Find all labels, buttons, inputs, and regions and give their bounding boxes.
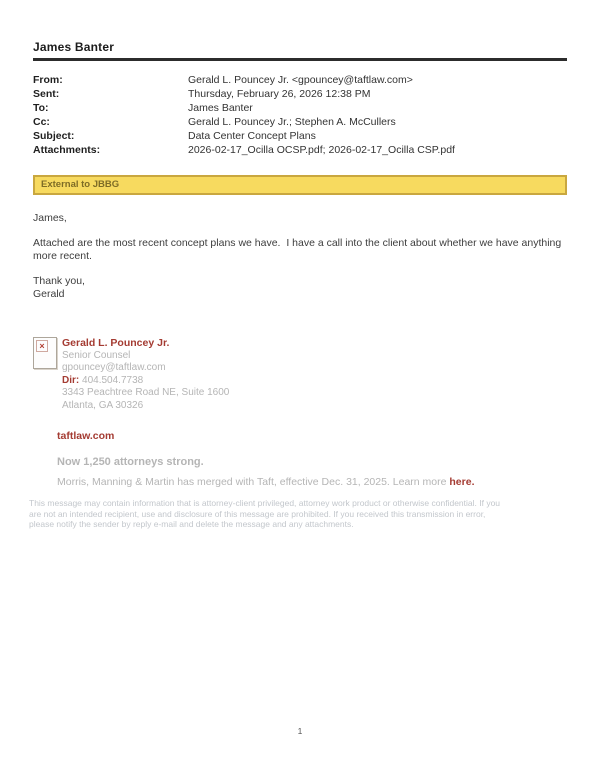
merger-text: Morris, Manning & Martin has merged with Taft, effective Dec. 31, 2025. Learn more bbox=[57, 476, 450, 488]
email-header-fields bbox=[33, 73, 567, 157]
header-divider bbox=[33, 58, 567, 61]
field-value-to: James Banter bbox=[188, 102, 253, 114]
field-value-attachments: 2026-02-17_Ocilla OCSP.pdf; 2026-02-17_Ocilla CSP.pdf bbox=[188, 144, 455, 156]
dir-label: Dir: bbox=[62, 374, 80, 386]
signature-block bbox=[33, 337, 567, 412]
signature-text bbox=[62, 337, 229, 412]
header-field-row bbox=[33, 129, 567, 143]
signature-name: Gerald L. Pouncey Jr. bbox=[62, 337, 170, 349]
email-greeting: James, bbox=[33, 212, 67, 224]
signature-phone: 404.504.7738 bbox=[82, 374, 144, 386]
email-closing: Thank you, bbox=[33, 275, 85, 287]
missing-image-icon: × bbox=[36, 340, 48, 352]
field-value-sent: Thursday, February 26, 2026 12:38 PM bbox=[188, 88, 371, 100]
email-content bbox=[29, 40, 567, 530]
email-signoff: Gerald bbox=[33, 288, 65, 300]
signature-phone-row bbox=[62, 375, 229, 388]
header-field-row bbox=[33, 73, 567, 87]
signature-address-line2: Atlanta, GA 30326 bbox=[62, 399, 144, 411]
disclaimer-line: please notify the sender by reply e-mail and delete the message and any attachments. bbox=[29, 519, 354, 529]
signature-title: Senior Counsel bbox=[62, 349, 131, 361]
field-value-cc: Gerald L. Pouncey Jr.; Stephen A. McCullers bbox=[188, 116, 396, 128]
header-field-row bbox=[33, 101, 567, 115]
header-field-row bbox=[33, 87, 567, 101]
confidentiality-disclaimer bbox=[29, 498, 567, 530]
signature-email: gpouncey@taftlaw.com bbox=[62, 362, 166, 373]
email-paragraph: Attached are the most recent concept plans we have. I have a call into the client about whether we have anything more recent. bbox=[33, 237, 565, 262]
external-banner-text: External to JBBG bbox=[41, 179, 120, 190]
signature-address-line1: 3343 Peachtree Road NE, Suite 1600 bbox=[62, 387, 230, 398]
field-label-sent: Sent: bbox=[33, 88, 60, 100]
taftlaw-website-link[interactable]: taftlaw.com bbox=[57, 430, 115, 442]
field-label-attachments: Attachments: bbox=[33, 144, 101, 156]
field-label-subject: Subject: bbox=[33, 130, 75, 142]
firm-tagline: Now 1,250 attorneys strong. bbox=[57, 456, 204, 468]
broken-image-placeholder bbox=[33, 337, 57, 369]
field-label-to: To: bbox=[33, 102, 49, 114]
header-field-row bbox=[33, 115, 567, 129]
page-title: James Banter bbox=[33, 40, 115, 54]
field-label-cc: Cc: bbox=[33, 116, 50, 128]
header-field-row bbox=[33, 143, 567, 157]
external-warning-banner bbox=[33, 175, 567, 195]
field-value-from: Gerald L. Pouncey Jr. <gpouncey@taftlaw.com> bbox=[188, 74, 413, 86]
field-label-from: From: bbox=[33, 74, 63, 86]
disclaimer-line: This message may contain information that is attorney-client privileged, attorney work product or otherwise confidential. If you bbox=[29, 498, 501, 508]
merger-here-link[interactable]: here. bbox=[449, 476, 475, 488]
disclaimer-line: are not an intended recipient, use and disclosure of this message are prohibited. If you received this transmission in error, bbox=[29, 508, 486, 519]
page-number: 1 bbox=[297, 726, 303, 736]
merger-announcement bbox=[57, 476, 567, 489]
field-value-subject: Data Center Concept Plans bbox=[188, 130, 316, 142]
